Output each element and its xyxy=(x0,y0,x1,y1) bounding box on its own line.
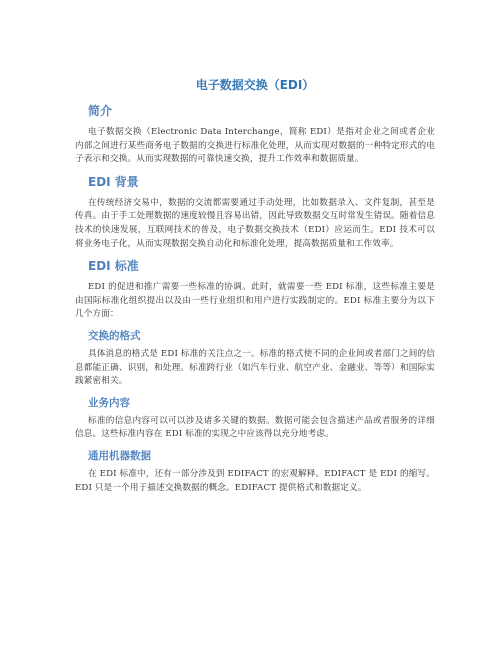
section-heading-intro: 简介 xyxy=(88,104,113,118)
subsection-body-machine-data: 在 EDI 标准中，还有一部分涉及到 EDIFACT 的宏观解释。EDIFACT 是 EDI 的缩写。EDI 只是一个用于描述交换数据的概念。EDIFACT 提供格式和数据定义。 xyxy=(75,468,435,493)
document-content xyxy=(75,76,435,501)
section-body-standard: EDI 的促进和推广需要一些标准的协调。此时，就需要一些 EDI 标准，这些标准主要是由国际标准化组织提出以及由一些行业组织和用户进行实践制定的。EDI 标准主要分为以下几个方面： xyxy=(75,282,435,320)
subsection-heading-format: 交换的格式 xyxy=(88,329,141,342)
section-heading-standard: EDI 标准 xyxy=(88,259,139,274)
section-body-background: 在传统经济交易中，数据的交流都需要通过手动处理，比如数据录入、文件复制，甚至是传真。由于手工处理数据的速度较慢且容易出错，因此导致数据交互时常发生错误。随着信息技术的快速发展，互联网技术的普及，电子数据交换技术（EDI）应运而生。EDI 技术可以将业务电子化，从而实现数据交换自动化和标准化处理，提高数据质量和工作效率。 xyxy=(75,197,435,249)
section-heading-background: EDI 背景 xyxy=(88,174,139,189)
subsection-heading-business-content: 业务内容 xyxy=(88,396,130,409)
section-body-intro: 电子数据交换（Electronic Data Interchange，简称 EDI）是指对企业之间或者企业内部之间进行某些商务电子数据的交换进行标准化处理，从而实现对数据的一种特定形式的电子表示和交换。从而实现数据的可靠快速交换，提升工作效率和数据质量。 xyxy=(75,127,435,165)
document-title: 电子数据交换（EDI） xyxy=(195,78,315,92)
subsection-body-business-content: 标准的信息内容可以可以涉及诸多关键的数据。数据可能会包含描述产品或者服务的详细信息。这些标准内容在 EDI 标准的实现之中应该得以充分地考虑。 xyxy=(75,415,435,440)
subsection-body-format: 具体消息的格式是 EDI 标准的关注点之一。标准的格式使不同的企业间或者部门之间的信息都能正确、识别，和处理。标准跨行业（如汽车行业、航空产业、金融业、等等）和国际实践紧密相关。 xyxy=(75,348,435,387)
subsection-heading-machine-data: 通用机器数据 xyxy=(88,449,151,462)
